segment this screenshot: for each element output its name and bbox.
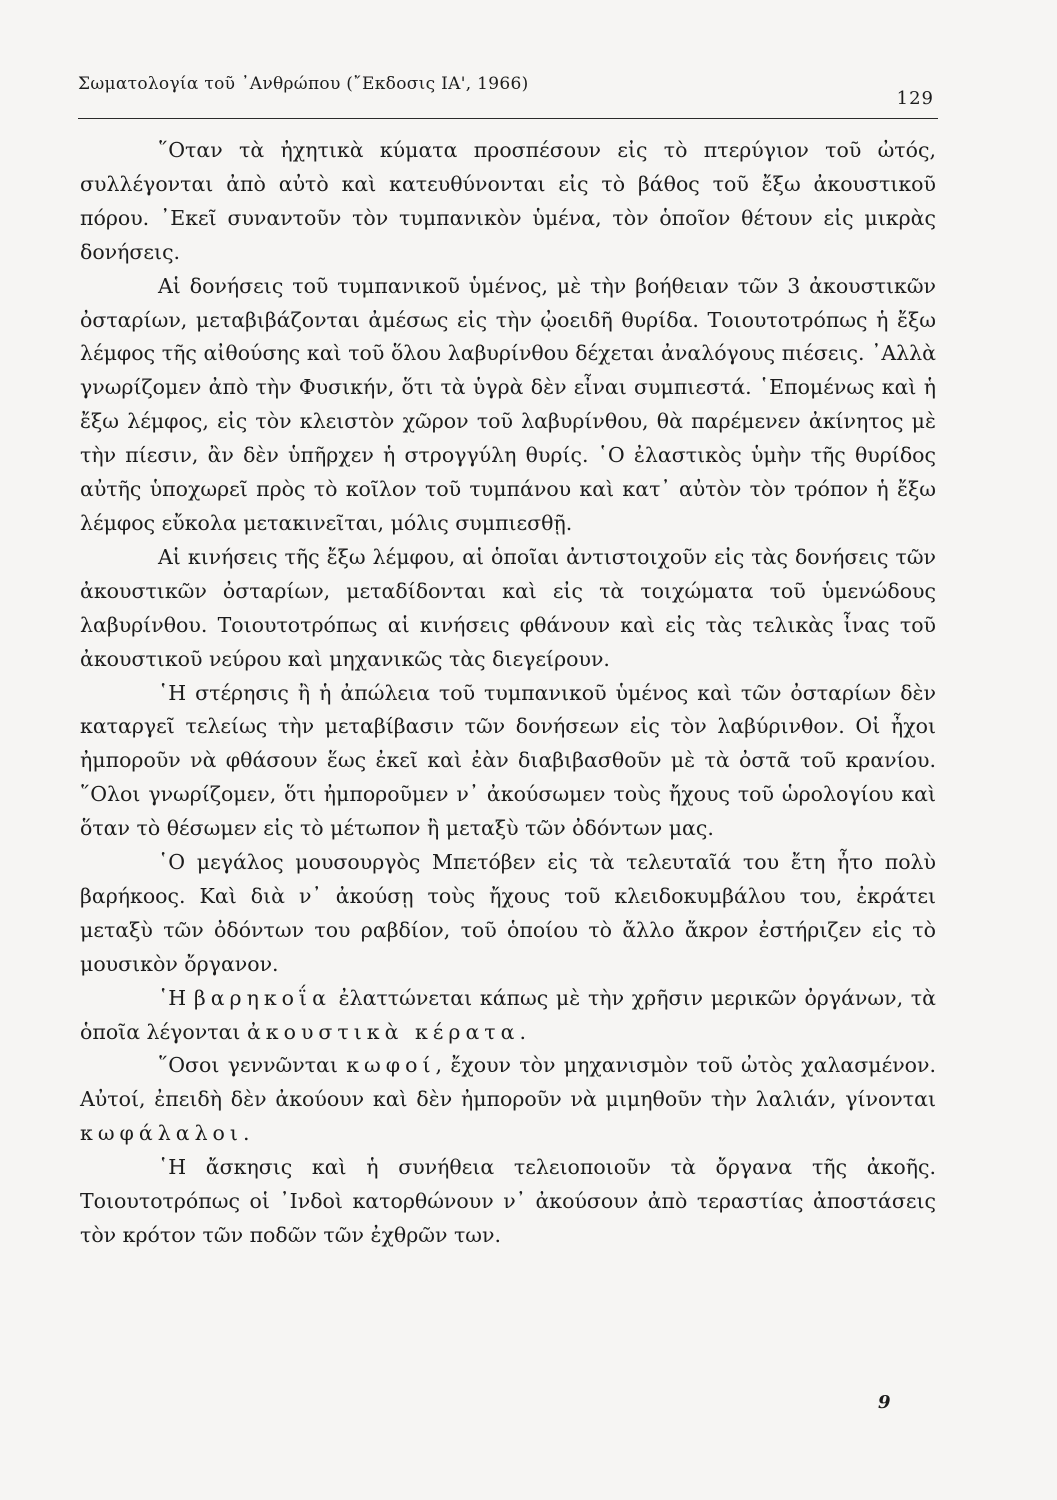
spaced-term: βαρηκοΐα	[193, 985, 331, 1010]
paragraph: Αἱ κινήσεις τῆς ἔξω λέμφου, αἱ ὁποῖαι ἀντιστοιχοῦν εἰς τὰς δονήσεις τῶν ἀκουστικῶν ὀσταρίων, μεταδίδονται καὶ εἰς τὰ τοιχώματα τοῦ ὑμενώδους λαβυρίνθου. Τοιουτοτρόπως αἱ κινήσεις φθάνουν καὶ εἰς τὰς τελικὰς ἶνας τοῦ ἀκουστικοῦ νεύρου καὶ μηχανικῶς τὰς διεγείρουν.	[80, 544, 936, 671]
spaced-term: κωφοί	[346, 1053, 436, 1078]
signature-mark: 9	[878, 1392, 891, 1413]
paragraph: ῾Η ἄσκησις καὶ ἡ συνήθεια τελειοποιοῦν τὰ ὄργανα τῆς ἀκοῆς. Τοιουτοτρόπως οἱ ᾿Ινδοὶ κατορθώνουν ν᾿ ἀκούσουν ἀπὸ τεραστίας ἀποστάσεις τὸν κρότον τῶν ποδῶν τῶν ἐχθρῶν των.	[80, 1155, 936, 1247]
paragraph: ῞Οταν τὰ ἠχητικὰ κύματα προσπέσουν εἰς τὸ πτερύγιον τοῦ ὠτός, συλλέγονται ἀπὸ αὐτὸ καὶ κατευθύνονται εἰς τὸ βάθος τοῦ ἔξω ἀκουστικοῦ πόρου. ᾿Εκεῖ συναντοῦν τὸν τυμπανικὸν ὑμένα, τὸν ὁποῖον θέτουν εἰς μικρὰς δονήσεις.	[80, 138, 936, 264]
paragraph	[80, 982, 936, 1050]
page-number: 129	[896, 88, 934, 109]
paragraph	[80, 1049, 936, 1151]
text-run: , ἔχουν τὸν μηχανισμὸν τοῦ ὠτὸς χαλασμένον. Αὐτοί, ἐπειδὴ δὲν ἀκούουν καὶ δὲν ἠμποροῦν νὰ μιμηθοῦν τὴν λαλιάν, γίνονται	[80, 1053, 936, 1112]
running-head: Σωματολογία τοῦ ᾿Ανθρώπου (῎Εκδοσις ΙΑ', 1966)	[78, 74, 529, 94]
text-run: ἐλαττώνεται κάπως μὲ τὴν χρῆσιν μερικῶν ὀργάνων, τὰ ὁποῖα λέγονται	[80, 985, 936, 1044]
body-text	[80, 134, 936, 1253]
text-run: .	[242, 1121, 250, 1146]
paragraph: ῾Ο μεγάλος μουσουργὸς Μπετόβεν εἰς τὰ τελευταῖά του ἔτη ἦτο πολὺ βαρήκοος. Καὶ διὰ ν᾿ ἀκούσῃ τοὺς ἤχους τοῦ κλειδοκυμβάλου του, ἐκράτει μεταξὺ τῶν ὀδόντων του ραβδίον, τοῦ ὁποίου τὸ ἄλλο ἄκρον ἐστήριζεν εἰς τὸ μουσικὸν ὄργανον.	[80, 850, 936, 976]
page-header	[78, 70, 938, 119]
spaced-term: κωφάλαλοι	[80, 1121, 243, 1146]
text-run: ῞Οσοι γεννῶνται	[158, 1053, 347, 1078]
spaced-term: ἀκουστικὰ κέρατα	[246, 1019, 520, 1044]
paragraph: ῾Η στέρησις ἢ ἡ ἀπώλεια τοῦ τυμπανικοῦ ὑμένος καὶ τῶν ὀσταρίων δὲν καταργεῖ τελείως τὴν μεταβίβασιν τῶν δονήσεων εἰς τὸν λαβύρινθον. Οἱ ἦχοι ἠμποροῦν νὰ φθάσουν ἕως ἐκεῖ καὶ ἐὰν διαβιβασθοῦν μὲ τὰ ὀστᾶ τοῦ κρανίου. ῞Ολοι γνωρίζομεν, ὅτι ἠμποροῦμεν ν᾿ ἀκούσωμεν τοὺς ἤχους τοῦ ὡρολογίου καὶ ὅταν τὸ θέσωμεν εἰς τὸ μέτωπον ἢ μεταξὺ τῶν ὀδόντων μας.	[80, 680, 936, 841]
paragraph: Αἱ δονήσεις τοῦ τυμπανικοῦ ὑμένος, μὲ τὴν βοήθειαν τῶν 3 ἀκουστικῶν ὀσταρίων, μεταβιβάζονται ἀμέσως εἰς τὴν ᾠοειδῆ θυρίδα. Τοιουτοτρόπως ἡ ἔξω λέμφος τῆς αἰθούσης καὶ τοῦ ὅλου λαβυρίνθου δέχεται ἀναλόγους πιέσεις. ᾿Αλλὰ γνωρίζομεν ἀπὸ τὴν Φυσικήν, ὅτι τὰ ὑγρὰ δὲν εἶναι συμπιεστά. ῾Επομένως καὶ ἡ ἔξω λέμφος, εἰς τὸν κλειστὸν χῶρον τοῦ λαβυρίνθου, θὰ παρέμενεν ἀκίνητος μὲ τὴν πίεσιν, ἂν δὲν ὑπῆρχεν ἡ στρογγύλη θυρίς. ῾Ο ἐλαστικὸς ὑμὴν τῆς θυρίδος αὐτῆς ὑποχωρεῖ πρὸς τὸ κοῖλον τοῦ τυμπάνου καὶ κατ᾿ αὐτὸν τὸν τρόπον ἡ ἔξω λέμφος εὔκολα μετακινεῖται, μόλις συμπιεσθῇ.	[80, 273, 936, 535]
text-run: ῾Η	[158, 985, 194, 1010]
text-run: .	[519, 1019, 527, 1044]
